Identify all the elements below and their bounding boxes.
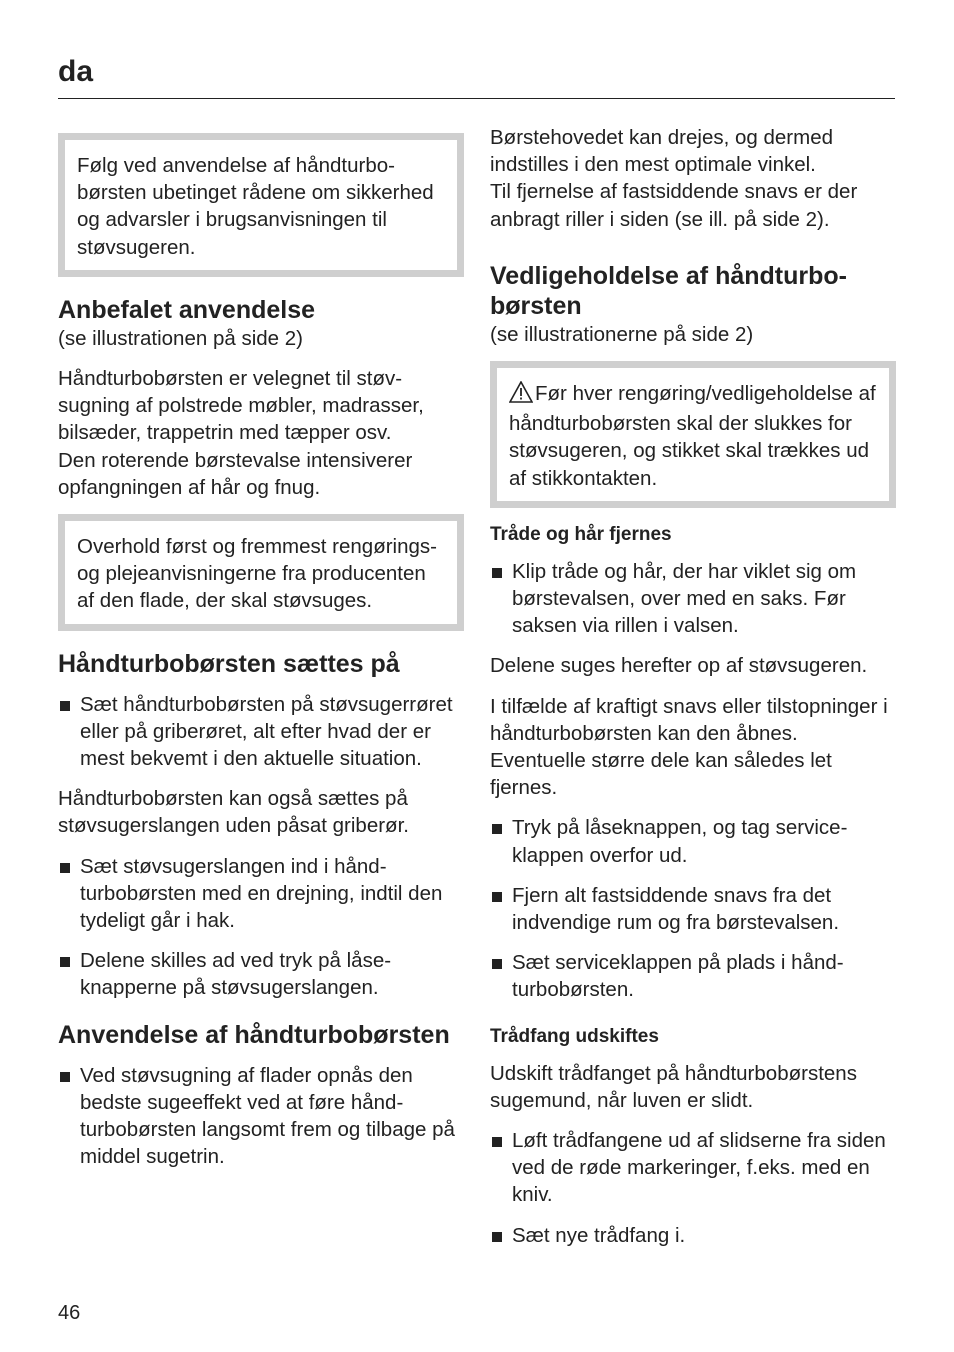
list-item: Sæt støvsugerslangen ind i håndturbobørsten med en drejning, indtil den tydeligt går i hak. <box>58 853 464 935</box>
header-rule <box>58 98 895 99</box>
illustration-reference: (se illustrationen på side 2) <box>58 326 303 350</box>
bullet-list <box>490 814 896 1003</box>
list-item: Løft trådfangene ud af slidserne fra siden ved de røde markeringer, f.eks. med en kniv. <box>490 1127 896 1209</box>
bullet-list <box>58 691 464 773</box>
heading-threads-hair: Tråde og hår fjernes <box>490 523 672 545</box>
square-bullet-icon <box>492 824 502 834</box>
right-column <box>490 124 896 1262</box>
heading-thread-catcher: Trådfang udskiftes <box>490 1025 659 1047</box>
bullet-list <box>490 558 896 640</box>
square-bullet-icon <box>492 568 502 578</box>
list-item: Klip tråde og hår, der har viklet sig om børstevalsen, over med en saks. Før saksen via rillen i valsen. <box>490 558 896 640</box>
list-item: Delene skilles ad ved tryk på låseknapperne på støvsugerslangen. <box>58 947 464 1001</box>
bullet-list <box>58 853 464 1002</box>
heading-attaching: Håndturbobørsten sættes på <box>58 649 400 678</box>
note-box-manufacturer <box>58 514 464 631</box>
list-item: Sæt serviceklappen på plads i håndturbobørsten. <box>490 949 896 1003</box>
list-item: Sæt håndturbobørsten på støvsugerrøret eller på griberøret, alt efter hvad der er mest bekvemt i den aktuelle situation. <box>58 691 464 773</box>
paragraph: Udskift trådfanget på håndturbobørstens sugemund, når luven er slidt. <box>490 1061 857 1112</box>
paragraph: Den roterende børstevalse intensiverer opfangningen af hår og fnug. <box>58 448 413 499</box>
language-code: da <box>58 55 94 88</box>
list-item: Tryk på låseknappen, og tag serviceklappen overfor ud. <box>490 814 896 868</box>
square-bullet-icon <box>60 701 70 711</box>
square-bullet-icon <box>492 892 502 902</box>
warning-text: Før hver rengøring/vedligeholdelse af håndturbobørsten skal der slukkes for støvsugeren, og stikket skal trækkes ud af stikkontakten. <box>509 382 876 490</box>
square-bullet-icon <box>492 1232 502 1242</box>
bullet-list <box>58 1062 464 1171</box>
list-item: Fjern alt fastsiddende snavs fra det indvendige rum og fra børstevalsen. <box>490 882 896 936</box>
paragraph: Delene suges herefter op af støvsugeren. <box>490 654 868 678</box>
square-bullet-icon <box>492 959 502 969</box>
note-text: Overhold først og fremmest rengørings- og plejeanvisningerne fra producenten af den flade, der skal støvsuges. <box>77 535 437 613</box>
square-bullet-icon <box>60 863 70 873</box>
warning-triangle-icon <box>509 381 533 410</box>
square-bullet-icon <box>60 1072 70 1082</box>
square-bullet-icon <box>492 1137 502 1147</box>
bullet-list <box>490 1127 896 1249</box>
page-number: 46 <box>58 1302 81 1324</box>
list-item: Sæt nye trådfang i. <box>490 1222 896 1249</box>
warning-box <box>490 361 896 508</box>
square-bullet-icon <box>60 957 70 967</box>
heading-usage: Anvendelse af håndturbobørsten <box>58 1020 450 1049</box>
paragraph: Håndturbobørsten kan også sættes på støvsugerslangen uden påsat griberør. <box>58 787 409 838</box>
paragraph: Til fjernelse af fastsiddende snavs er der anbragt riller i siden (se ill. på side 2). <box>490 180 858 231</box>
paragraph: Håndturbobørsten er velegnet til støvsugning af polstrede møbler, madrasser, bilsæder, trappetrin med tæpper osv. <box>58 367 424 445</box>
note-text: Følg ved anvendelse af håndturbobørsten ubetinget rådene om sikkerhed og advarsler i brugsanvisningen til støvsugeren. <box>77 154 434 259</box>
heading-recommended-use: Anbefalet anvendelse <box>58 295 316 324</box>
illustration-reference: (se illustrationerne på side 2) <box>490 322 754 346</box>
paragraph: Børstehovedet kan drejes, og dermed indstilles i den mest optimale vinkel. <box>490 126 833 177</box>
heading-maintenance: Vedligeholdelse af håndturbobørsten <box>490 261 847 320</box>
list-item: Ved støvsugning af flader opnås den bedste sugeeffekt ved at føre håndturbobørsten langsomt frem og tilbage på middel sugetrin. <box>58 1062 464 1171</box>
note-box-safety <box>58 133 464 277</box>
paragraph: I tilfælde af kraftigt snavs eller tilstopninger i håndturbobørsten kan den åbnes. Eventuelle større dele kan således let fjernes. <box>490 694 888 800</box>
left-column <box>58 126 464 1183</box>
